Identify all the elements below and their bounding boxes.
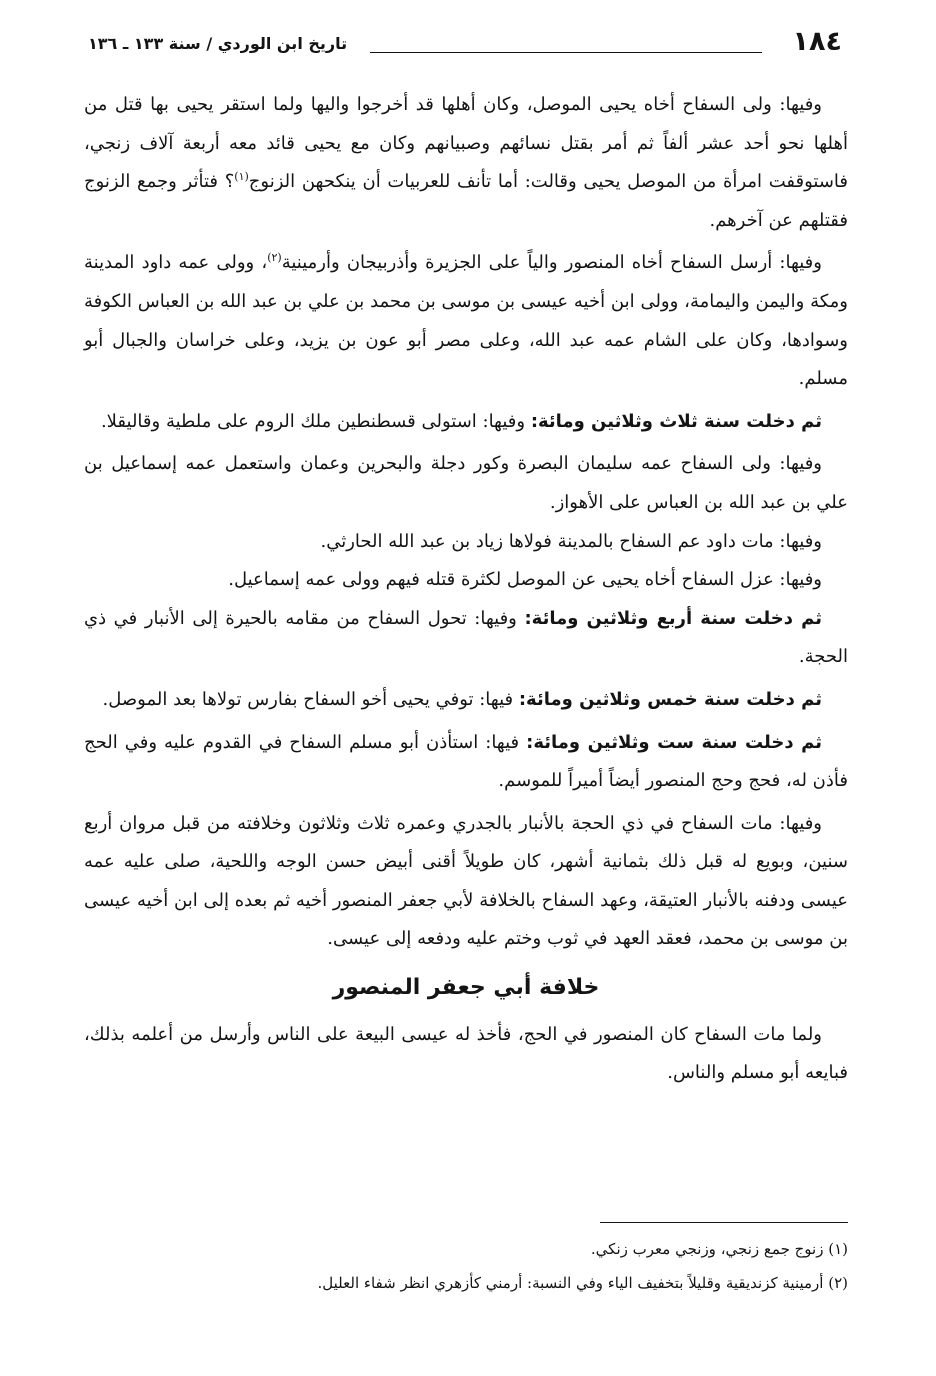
- paragraph: وفيها: مات السفاح في ذي الحجة بالأنبار بالجدري وعمره ثلاث وثلاثون وخلافته من قبل مروان أربع سنين، وبويع له قبل ذلك بثمانية أشهر، كان طويلاً أقنى أبيض حسن الوجه واللحية، صلى عليه عمه عيسى ودفنه بالأنبار العتيقة، وعهد السفاح بالخلافة لأبي جعفر المنصور أخيه ثم بعده إلى ابن أخيه عيسى بن موسى بن محمد، فعقد العهد في ثوب وختم عليه ودفعه إلى عيسى.: [84, 812, 848, 950]
- running-title: تاريخ ابن الوردي / سنة ١٣٣ ـ ١٣٦: [88, 34, 348, 53]
- year-paragraph: ثم دخلت سنة أربع وثلاثين ومائة: وفيها: تحول السفاح من مقامه بالحيرة إلى الأنبار في ذي الحجة.: [84, 607, 848, 668]
- paragraph: وفيها: أرسل السفاح أخاه المنصور والياً على الجزيرة وأذربيجان وأرمينية$^{(٢)}$، وولى عمه داود المدينة ومكة واليمن واليمامة، وولى ابن أخيه عيسى بن موسى بن محمد بن علي بن عبد الله بن العباس الكوفة وسوادها، وكان على الشام عمه عبد الله، وعلى مصر أبو عون بن يزيد، وعلى خراسان والجبال أبو مسلم.: [84, 251, 848, 390]
- footnotes: [84, 1232, 848, 1300]
- footnote-ref: (٢): [267, 251, 282, 265]
- paragraph: وفيها: ولى السفاح عمه سليمان البصرة وكور دجلة والبحرين وعمان واستعمل عمه إسماعيل بن علي بن عبد الله بن العباس على الأهواز.: [84, 453, 848, 513]
- year-heading: ثم دخلت سنة ثلاث وثلاثين ومائة:: [530, 410, 822, 432]
- page-header: [84, 28, 848, 68]
- year-heading: ثم دخلت سنة خمس وثلاثين ومائة:: [518, 688, 822, 710]
- year-paragraph: ثم دخلت سنة ست وثلاثين ومائة: فيها: استأذن أبو مسلم السفاح في القدوم عليه وفي الحج فأذن له، فحج وحج المنصور أيضاً أميراً للموسم.: [84, 731, 848, 792]
- year-paragraph: ثم دخلت سنة خمس وثلاثين ومائة: فيها: توفي يحيى أخو السفاح بفارس تولاها بعد الموصل.: [102, 688, 822, 710]
- footnote: (٢) أرمينية كزنديقية وقليلاً بتخفيف الياء وفي النسبة: أرمني كأزهري انظر شفاء العليل.: [317, 1274, 848, 1292]
- footnote-ref: (١): [234, 170, 249, 184]
- section-heading: خلافة أبي جعفر المنصور: [332, 975, 600, 1001]
- year-heading: ثم دخلت سنة ست وثلاثين ومائة:: [526, 731, 822, 753]
- paragraph: وفيها: مات داود عم السفاح بالمدينة فولاها زياد بن عبد الله الحارثي.: [320, 530, 822, 552]
- footnote: (١) زنوج جمع زنجي، وزنجي معرب زنكي.: [590, 1240, 848, 1258]
- header-rule: [370, 52, 762, 53]
- year-paragraph: ثم دخلت سنة ثلاث وثلاثين ومائة: وفيها: استولى قسطنطين ملك الروم على ملطية وقاليقلا.: [100, 410, 822, 432]
- page-number: ١٨٤: [792, 26, 842, 57]
- paragraph: وفيها: عزل السفاح أخاه يحيى عن الموصل لكثرة قتله فيهم وولى عمه إسماعيل.: [228, 569, 822, 591]
- paragraph: ولما مات السفاح كان المنصور في الحج، فأخذ له عيسى البيعة على الناس وأرسل من أعلمه بذلك، فبايعه أبو مسلم والناس.: [84, 1023, 848, 1084]
- footnote-separator: [600, 1222, 848, 1223]
- year-heading: ثم دخلت سنة أربع وثلاثين ومائة:: [524, 607, 822, 629]
- paragraph: وفيها: ولى السفاح أخاه يحيى الموصل، وكان أهلها قد أخرجوا واليها ولما استقر يحيى بها قتل من أهلها نحو أحد عشر ألفاً ثم أمر بقتل نسائهم وصبيانهم وكان مع يحيى قائد معه أربعة آلاف زنجي، فاستوقفت امرأة من الموصل يحيى وقالت: أما تأنف للعربيات أن ينكحهن الزنوج$^{(١)}$؟ فتأثر وجمع الزنوج فقتلهم عن آخرهم.: [84, 94, 848, 231]
- main-text: [84, 86, 848, 1093]
